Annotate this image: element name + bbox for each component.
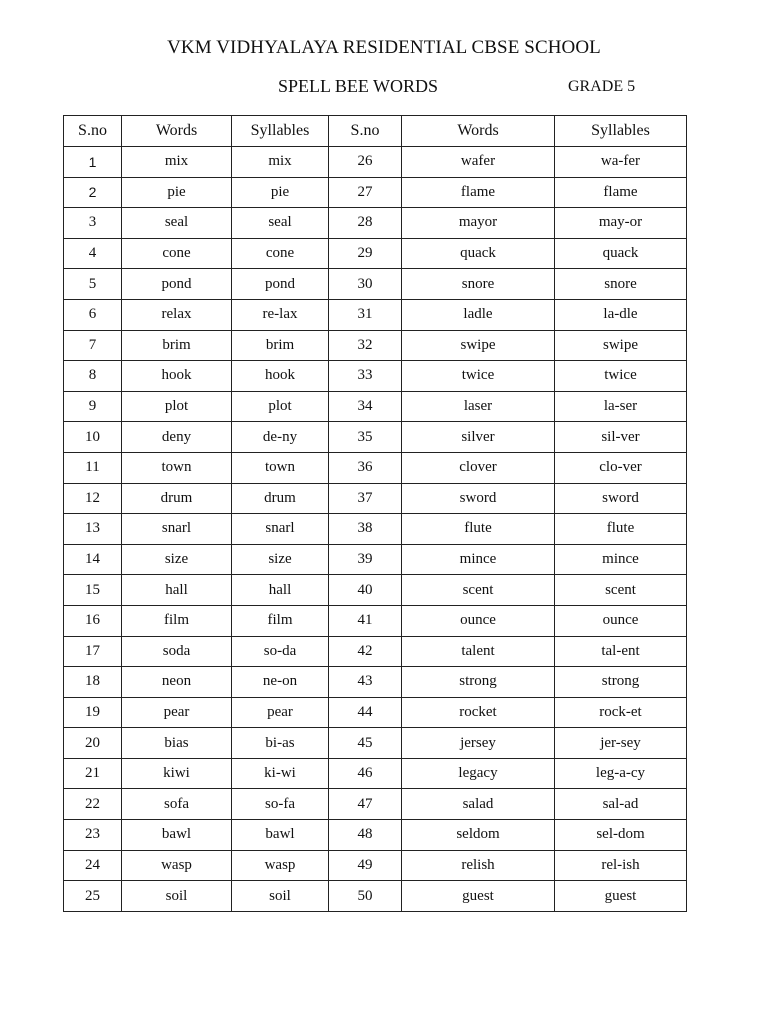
cell-word: town <box>122 452 232 483</box>
cell-word: relish <box>402 850 555 881</box>
cell-sno: 4 <box>64 238 122 269</box>
cell-word: rocket <box>402 697 555 728</box>
cell-word: legacy <box>402 758 555 789</box>
cell-sno: 34 <box>329 391 402 422</box>
column-header-sno: S.no <box>329 116 402 147</box>
table-row <box>64 147 687 178</box>
cell-syllables: size <box>232 544 329 575</box>
column-header-words: Words <box>402 116 555 147</box>
cell-sno: 44 <box>329 697 402 728</box>
cell-syllables: seal <box>232 208 329 239</box>
cell-syllables: quack <box>555 238 687 269</box>
cell-word: twice <box>402 361 555 392</box>
cell-syllables: mix <box>232 147 329 178</box>
cell-word: silver <box>402 422 555 453</box>
cell-word: plot <box>122 391 232 422</box>
cell-syllables: snore <box>555 269 687 300</box>
cell-word: mayor <box>402 208 555 239</box>
cell-syllables: rel-ish <box>555 850 687 881</box>
table-row <box>64 269 687 300</box>
table-row <box>64 391 687 422</box>
cell-word: bawl <box>122 820 232 851</box>
cell-syllables: plot <box>232 391 329 422</box>
table-header-row <box>64 116 687 147</box>
cell-word: guest <box>402 881 555 912</box>
cell-word: film <box>122 605 232 636</box>
cell-syllables: snarl <box>232 514 329 545</box>
cell-syllables: so-fa <box>232 789 329 820</box>
cell-syllables: film <box>232 605 329 636</box>
cell-word: talent <box>402 636 555 667</box>
cell-sno: 11 <box>64 452 122 483</box>
cell-word: cone <box>122 238 232 269</box>
cell-syllables: de-ny <box>232 422 329 453</box>
cell-syllables: pie <box>232 177 329 208</box>
table-row <box>64 575 687 606</box>
cell-word: brim <box>122 330 232 361</box>
cell-sno: 19 <box>64 697 122 728</box>
cell-syllables: brim <box>232 330 329 361</box>
cell-sno: 6 <box>64 299 122 330</box>
cell-sno: 30 <box>329 269 402 300</box>
cell-sno: 45 <box>329 728 402 759</box>
cell-sno: 18 <box>64 667 122 698</box>
cell-word: hook <box>122 361 232 392</box>
cell-word: flute <box>402 514 555 545</box>
cell-word: size <box>122 544 232 575</box>
cell-word: soil <box>122 881 232 912</box>
cell-syllables: re-lax <box>232 299 329 330</box>
table-row <box>64 636 687 667</box>
cell-syllables: so-da <box>232 636 329 667</box>
table-row <box>64 667 687 698</box>
cell-syllables: hook <box>232 361 329 392</box>
cell-word: pond <box>122 269 232 300</box>
cell-word: salad <box>402 789 555 820</box>
table-row <box>64 789 687 820</box>
table-row <box>64 422 687 453</box>
cell-word: neon <box>122 667 232 698</box>
cell-sno: 23 <box>64 820 122 851</box>
cell-word: snore <box>402 269 555 300</box>
cell-sno: 22 <box>64 789 122 820</box>
cell-syllables: ne-on <box>232 667 329 698</box>
cell-sno: 47 <box>329 789 402 820</box>
cell-sno: 50 <box>329 881 402 912</box>
spell-bee-table <box>63 115 687 912</box>
school-name: VKM VIDHYALAYA RESIDENTIAL CBSE SCHOOL <box>167 37 601 58</box>
cell-sno: 12 <box>64 483 122 514</box>
cell-word: mix <box>122 147 232 178</box>
cell-word: drum <box>122 483 232 514</box>
cell-sno: 43 <box>329 667 402 698</box>
cell-sno: 3 <box>64 208 122 239</box>
table-row <box>64 299 687 330</box>
cell-syllables: bi-as <box>232 728 329 759</box>
table-row <box>64 361 687 392</box>
cell-word: laser <box>402 391 555 422</box>
cell-word: snarl <box>122 514 232 545</box>
cell-syllables: soil <box>232 881 329 912</box>
column-header-sno: S.no <box>64 116 122 147</box>
cell-syllables: rock-et <box>555 697 687 728</box>
cell-sno: 26 <box>329 147 402 178</box>
cell-syllables: drum <box>232 483 329 514</box>
cell-syllables: la-dle <box>555 299 687 330</box>
cell-word: wasp <box>122 850 232 881</box>
table-body <box>64 147 687 912</box>
cell-syllables: may-or <box>555 208 687 239</box>
cell-syllables: clo-ver <box>555 452 687 483</box>
cell-sno: 20 <box>64 728 122 759</box>
cell-word: sofa <box>122 789 232 820</box>
column-header-words: Words <box>122 116 232 147</box>
cell-sno: 10 <box>64 422 122 453</box>
cell-word: strong <box>402 667 555 698</box>
cell-syllables: cone <box>232 238 329 269</box>
cell-sno: 25 <box>64 881 122 912</box>
cell-sno: 40 <box>329 575 402 606</box>
cell-word: clover <box>402 452 555 483</box>
table-row <box>64 483 687 514</box>
cell-sno: 8 <box>64 361 122 392</box>
cell-sno: 17 <box>64 636 122 667</box>
table-row <box>64 728 687 759</box>
table-row <box>64 544 687 575</box>
cell-syllables: twice <box>555 361 687 392</box>
cell-syllables: flute <box>555 514 687 545</box>
cell-syllables: sal-ad <box>555 789 687 820</box>
cell-sno: 9 <box>64 391 122 422</box>
cell-syllables: flame <box>555 177 687 208</box>
cell-syllables: hall <box>232 575 329 606</box>
table-row <box>64 758 687 789</box>
table-row <box>64 850 687 881</box>
cell-sno: 15 <box>64 575 122 606</box>
cell-word: bias <box>122 728 232 759</box>
table-row <box>64 208 687 239</box>
cell-sno: 33 <box>329 361 402 392</box>
table-row <box>64 177 687 208</box>
cell-sno: 16 <box>64 605 122 636</box>
column-header-syllables: Syllables <box>232 116 329 147</box>
cell-word: swipe <box>402 330 555 361</box>
cell-sno: 14 <box>64 544 122 575</box>
cell-word: soda <box>122 636 232 667</box>
cell-word: sword <box>402 483 555 514</box>
cell-syllables: jer-sey <box>555 728 687 759</box>
cell-sno: 29 <box>329 238 402 269</box>
cell-word: relax <box>122 299 232 330</box>
cell-word: seldom <box>402 820 555 851</box>
cell-sno: 27 <box>329 177 402 208</box>
cell-word: flame <box>402 177 555 208</box>
cell-sno: 5 <box>64 269 122 300</box>
table-row <box>64 452 687 483</box>
cell-sno: 2 <box>64 177 122 208</box>
cell-word: ladle <box>402 299 555 330</box>
cell-sno: 39 <box>329 544 402 575</box>
cell-word: ounce <box>402 605 555 636</box>
table-row <box>64 238 687 269</box>
cell-word: pear <box>122 697 232 728</box>
cell-sno: 28 <box>329 208 402 239</box>
cell-syllables: swipe <box>555 330 687 361</box>
cell-syllables: tal-ent <box>555 636 687 667</box>
cell-syllables: pond <box>232 269 329 300</box>
cell-word: deny <box>122 422 232 453</box>
cell-word: pie <box>122 177 232 208</box>
cell-word: hall <box>122 575 232 606</box>
cell-word: scent <box>402 575 555 606</box>
cell-sno: 1 <box>64 147 122 178</box>
cell-syllables: ki-wi <box>232 758 329 789</box>
cell-sno: 32 <box>329 330 402 361</box>
column-header-syllables: Syllables <box>555 116 687 147</box>
table-row <box>64 881 687 912</box>
cell-sno: 7 <box>64 330 122 361</box>
table-row <box>64 605 687 636</box>
cell-syllables: leg-a-cy <box>555 758 687 789</box>
table-row <box>64 820 687 851</box>
table-row <box>64 330 687 361</box>
cell-sno: 46 <box>329 758 402 789</box>
table-row <box>64 697 687 728</box>
cell-syllables: wasp <box>232 850 329 881</box>
cell-sno: 21 <box>64 758 122 789</box>
cell-sno: 38 <box>329 514 402 545</box>
cell-syllables: strong <box>555 667 687 698</box>
cell-syllables: sel-dom <box>555 820 687 851</box>
cell-syllables: bawl <box>232 820 329 851</box>
cell-syllables: ounce <box>555 605 687 636</box>
cell-sno: 41 <box>329 605 402 636</box>
cell-syllables: la-ser <box>555 391 687 422</box>
cell-syllables: guest <box>555 881 687 912</box>
cell-syllables: pear <box>232 697 329 728</box>
cell-word: kiwi <box>122 758 232 789</box>
cell-syllables: sil-ver <box>555 422 687 453</box>
cell-syllables: wa-fer <box>555 147 687 178</box>
table-row <box>64 514 687 545</box>
cell-syllables: scent <box>555 575 687 606</box>
cell-syllables: mince <box>555 544 687 575</box>
cell-sno: 24 <box>64 850 122 881</box>
cell-sno: 37 <box>329 483 402 514</box>
cell-sno: 13 <box>64 514 122 545</box>
cell-sno: 36 <box>329 452 402 483</box>
cell-word: quack <box>402 238 555 269</box>
cell-sno: 31 <box>329 299 402 330</box>
cell-sno: 42 <box>329 636 402 667</box>
cell-syllables: town <box>232 452 329 483</box>
document-title: SPELL BEE WORDS <box>278 76 439 96</box>
cell-sno: 35 <box>329 422 402 453</box>
cell-syllables: sword <box>555 483 687 514</box>
cell-word: seal <box>122 208 232 239</box>
cell-word: wafer <box>402 147 555 178</box>
cell-sno: 48 <box>329 820 402 851</box>
cell-word: jersey <box>402 728 555 759</box>
cell-sno: 49 <box>329 850 402 881</box>
grade-label: GRADE 5 <box>568 78 636 95</box>
cell-word: mince <box>402 544 555 575</box>
